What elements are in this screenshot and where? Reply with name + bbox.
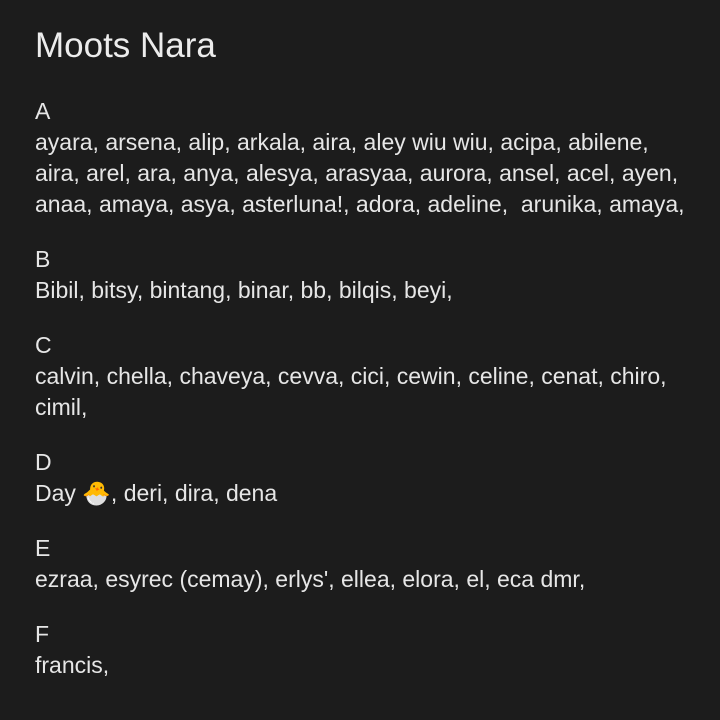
- section-letter: D: [35, 449, 52, 475]
- section-a: [35, 96, 720, 220]
- section-line: cimil,: [35, 394, 88, 420]
- section-c: [35, 330, 720, 423]
- section-letter: A: [35, 98, 51, 124]
- section-line: ayara, arsena, alip, arkala, aira, aley wiu wiu, acipa, abilene,: [35, 129, 649, 155]
- section-line: Bibil, bitsy, bintang, binar, bb, bilqis, beyi,: [35, 277, 453, 303]
- section-letter: B: [35, 246, 51, 272]
- section-line: aira, arel, ara, anya, alesya, arasyaa, aurora, ansel, acel, ayen,: [35, 160, 679, 186]
- section-f: [35, 619, 720, 681]
- section-e: [35, 533, 720, 595]
- section-line: anaa, amaya, asya, asterluna!, adora, adeline, arunika, amaya,: [35, 191, 685, 217]
- section-b: [35, 244, 720, 306]
- section-letter: F: [35, 621, 50, 647]
- section-line: calvin, chella, chaveya, cevva, cici, cewin, celine, cenat, chiro,: [35, 363, 667, 389]
- section-line: Day 🐣, deri, dira, dena: [35, 480, 278, 506]
- section-d: [35, 447, 720, 509]
- section-letter: C: [35, 332, 52, 358]
- section-line: ezraa, esyrec (cemay), erlys', ellea, elora, el, eca dmr,: [35, 566, 586, 592]
- note-title[interactable]: Moots Nara: [35, 26, 216, 65]
- section-letter: E: [35, 535, 51, 561]
- section-line: francis,: [35, 652, 110, 678]
